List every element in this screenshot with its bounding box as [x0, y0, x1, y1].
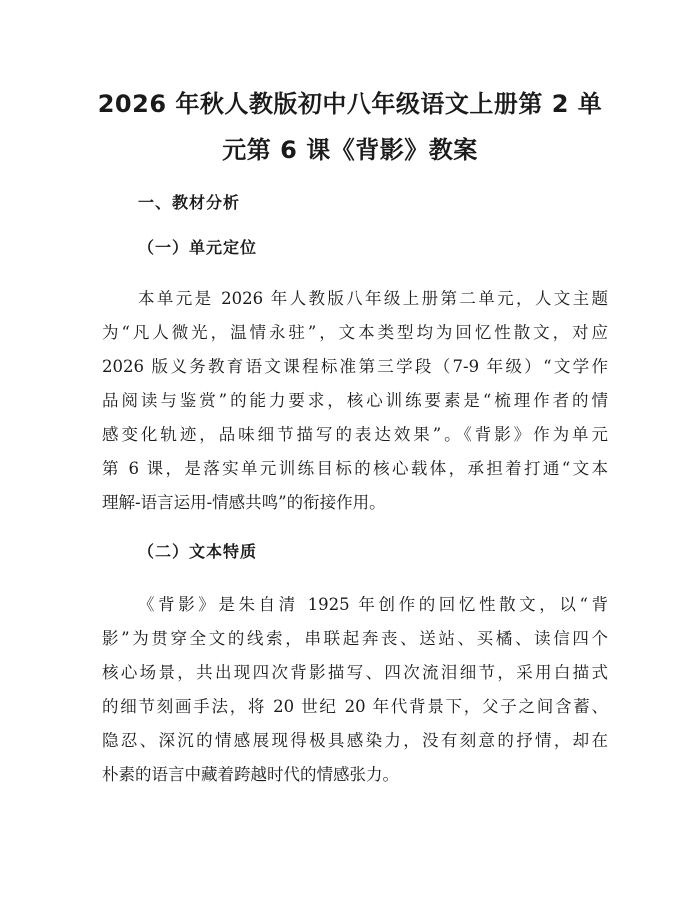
paragraph-line: 品阅读与鉴赏”的能力要求，核心训练要素是“梳理作者的情 — [102, 391, 608, 410]
paragraph-line: 《背影》是朱自清 1925 年创作的回忆性散文，以“背 — [138, 595, 608, 614]
paragraph-line: 核心场景，共出现四次背影描写、四次流泪细节，采用白描式 — [102, 663, 608, 682]
paragraph-text-characteristics — [102, 588, 608, 792]
paragraph-line: 2026 版义务教育语文课程标准第三学段（7-9 年级）“文学作 — [102, 357, 608, 376]
paragraph-unit-positioning — [102, 282, 608, 520]
paragraph-line: 本单元是 2026 年人教版八年级上册第二单元，人文主题 — [138, 289, 608, 308]
paragraph-line: 第 6 课，是落实单元训练目标的核心载体，承担着打通“文本 — [102, 459, 608, 478]
paragraph-line: 的细节刻画手法，将 20 世纪 20 年代背景下，父子之间含蓄、 — [102, 697, 608, 716]
paragraph-line: 朴素的语言中藏着跨越时代的情感张力。 — [102, 765, 399, 784]
document-title-line-1: 2026 年秋人教版初中八年级语文上册第 2 单 — [97, 90, 603, 118]
section-heading-textbook-analysis: 一、教材分析 — [138, 193, 241, 212]
document-title-line-2: 元第 6 课《背影》教案 — [222, 136, 478, 164]
subsection-heading-unit-positioning: （一）单元定位 — [138, 238, 258, 257]
paragraph-line: 隐忍、深沉的情感展现得极具感染力，没有刻意的抒情，却在 — [102, 731, 608, 750]
paragraph-line: 理解-语言运用-情感共鸣”的衔接作用。 — [102, 493, 386, 512]
paragraph-line: 影”为贯穿全文的线索，串联起奔丧、送站、买橘、读信四个 — [102, 629, 608, 648]
paragraph-line: 感变化轨迹，品味细节描写的表达效果”。《背影》作为单元 — [102, 425, 608, 444]
paragraph-line: 为“凡人微光，温情永驻”，文本类型均为回忆性散文，对应 — [102, 323, 608, 342]
subsection-heading-text-characteristics: （二）文本特质 — [138, 542, 258, 561]
